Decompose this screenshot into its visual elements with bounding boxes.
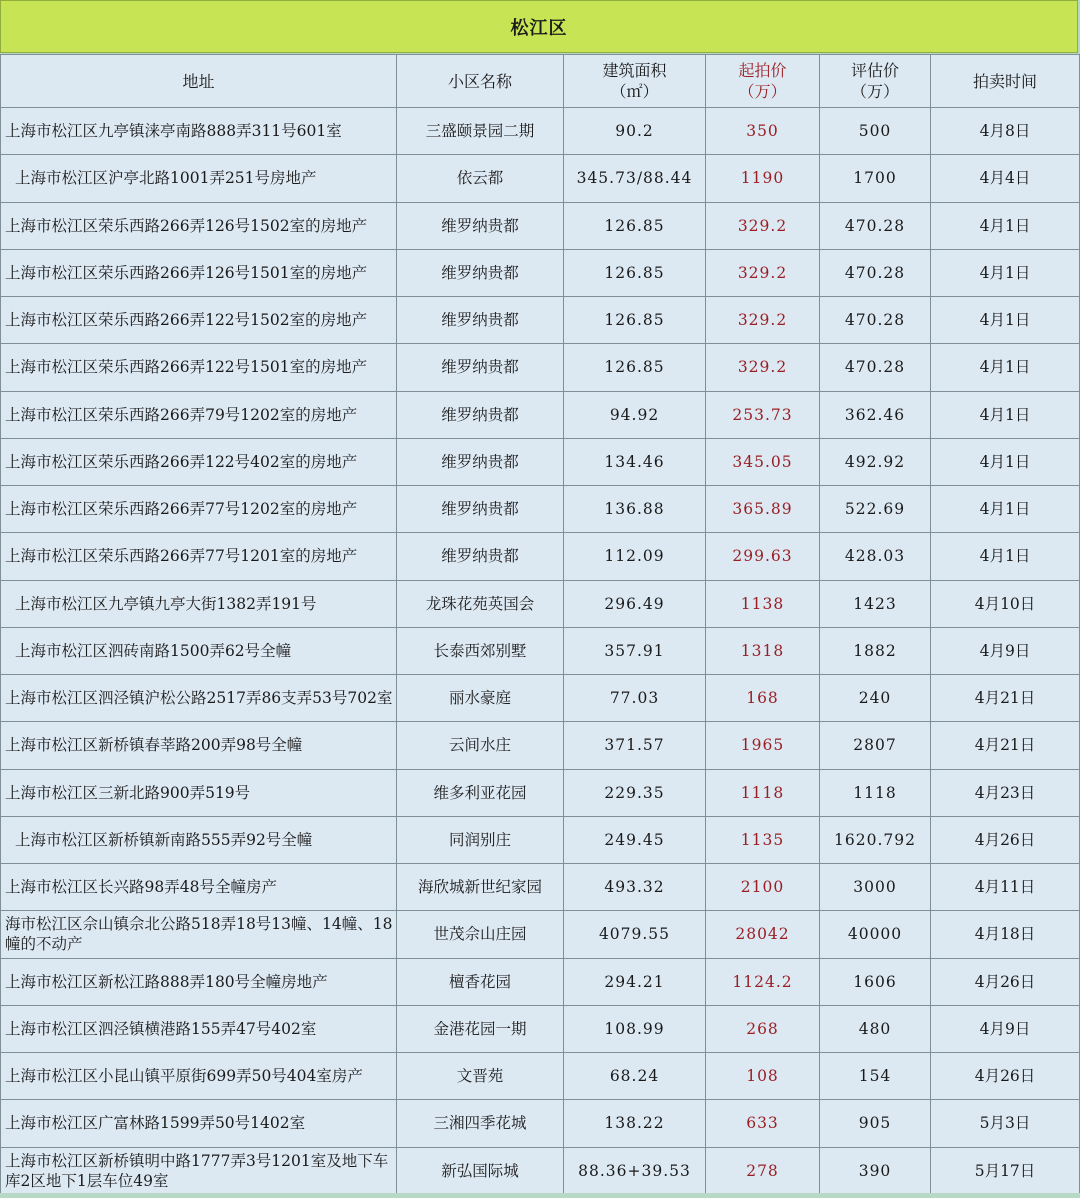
cell-date: 4月1日 bbox=[931, 438, 1080, 485]
cell-area: 126.85 bbox=[564, 297, 706, 344]
cell-date: 4月10日 bbox=[931, 580, 1080, 627]
cell-eval-price: 1423 bbox=[820, 580, 931, 627]
cell-date: 4月26日 bbox=[931, 816, 1080, 863]
table-row bbox=[1, 911, 1080, 958]
cell-address: 上海市松江区荣乐西路266弄122号1501室的房地产 bbox=[1, 344, 397, 391]
cell-start-price: 350 bbox=[706, 108, 820, 155]
cell-eval-price: 2807 bbox=[820, 722, 931, 769]
cell-date: 5月3日 bbox=[931, 1100, 1080, 1147]
header-start-line1: 起拍价 bbox=[738, 61, 787, 80]
cell-start-price: 168 bbox=[706, 675, 820, 722]
cell-eval-price: 1118 bbox=[820, 769, 931, 816]
cell-community: 维罗纳贵都 bbox=[397, 438, 564, 485]
cell-address: 上海市松江区荣乐西路266弄77号1202室的房地产 bbox=[1, 486, 397, 533]
cell-date: 4月21日 bbox=[931, 722, 1080, 769]
table-row bbox=[1, 675, 1080, 722]
cell-date: 4月9日 bbox=[931, 627, 1080, 674]
cell-start-price: 365.89 bbox=[706, 486, 820, 533]
cell-community: 长泰西郊别墅 bbox=[397, 627, 564, 674]
cell-eval-price: 470.28 bbox=[820, 344, 931, 391]
header-start-price bbox=[706, 55, 820, 108]
cell-community: 维罗纳贵都 bbox=[397, 391, 564, 438]
cell-date: 4月8日 bbox=[931, 108, 1080, 155]
cell-date: 5月17日 bbox=[931, 1147, 1080, 1194]
cell-eval-price: 1700 bbox=[820, 155, 931, 202]
table-row bbox=[1, 297, 1080, 344]
cell-start-price: 1124.2 bbox=[706, 958, 820, 1005]
cell-address: 上海市松江区荣乐西路266弄122号1502室的房地产 bbox=[1, 297, 397, 344]
cell-start-price: 1318 bbox=[706, 627, 820, 674]
header-date: 拍卖时间 bbox=[931, 55, 1080, 108]
cell-address: 上海市松江区荣乐西路266弄122号402室的房地产 bbox=[1, 438, 397, 485]
cell-area: 112.09 bbox=[564, 533, 706, 580]
cell-community: 新弘国际城 bbox=[397, 1147, 564, 1194]
cell-address: 上海市松江区泗泾镇沪松公路2517弄86支弄53号702室 bbox=[1, 675, 397, 722]
table-row bbox=[1, 249, 1080, 296]
cell-community: 同润别庄 bbox=[397, 816, 564, 863]
cell-date: 4月11日 bbox=[931, 864, 1080, 911]
cell-eval-price: 390 bbox=[820, 1147, 931, 1194]
cell-eval-price: 1620.792 bbox=[820, 816, 931, 863]
cell-address: 上海市松江区荣乐西路266弄77号1201室的房地产 bbox=[1, 533, 397, 580]
cell-start-price: 1965 bbox=[706, 722, 820, 769]
cell-start-price: 329.2 bbox=[706, 202, 820, 249]
cell-address: 上海市松江区新桥镇明中路1777弄3号1201室及地下车库2区地下1层车位49室 bbox=[1, 1147, 397, 1194]
table-row bbox=[1, 486, 1080, 533]
cell-start-price: 28042 bbox=[706, 911, 820, 958]
cell-address: 上海市松江区新桥镇新南路555弄92号全幢 bbox=[1, 816, 397, 863]
cell-start-price: 329.2 bbox=[706, 344, 820, 391]
cell-area: 126.85 bbox=[564, 202, 706, 249]
cell-community: 世茂佘山庄园 bbox=[397, 911, 564, 958]
table-row bbox=[1, 627, 1080, 674]
cell-address: 海市松江区佘山镇佘北公路518弄18号13幢、14幢、18幢的不动产 bbox=[1, 911, 397, 958]
cell-community: 檀香花园 bbox=[397, 958, 564, 1005]
cell-community: 维罗纳贵都 bbox=[397, 486, 564, 533]
cell-eval-price: 40000 bbox=[820, 911, 931, 958]
cell-area: 136.88 bbox=[564, 486, 706, 533]
cell-address: 上海市松江区长兴路98弄48号全幢房产 bbox=[1, 864, 397, 911]
cell-date: 4月1日 bbox=[931, 297, 1080, 344]
cell-start-price: 1118 bbox=[706, 769, 820, 816]
table-row bbox=[1, 1100, 1080, 1147]
header-row bbox=[1, 55, 1080, 108]
table-row bbox=[1, 155, 1080, 202]
table-row bbox=[1, 391, 1080, 438]
cell-date: 4月26日 bbox=[931, 958, 1080, 1005]
cell-start-price: 633 bbox=[706, 1100, 820, 1147]
cell-community: 金港花园一期 bbox=[397, 1005, 564, 1052]
cell-area: 249.45 bbox=[564, 816, 706, 863]
cell-community: 云间水庄 bbox=[397, 722, 564, 769]
table-row bbox=[1, 580, 1080, 627]
header-eval-price bbox=[820, 55, 931, 108]
cell-address: 上海市松江区泗泾镇横港路155弄47号402室 bbox=[1, 1005, 397, 1052]
cell-area: 357.91 bbox=[564, 627, 706, 674]
cell-area: 68.24 bbox=[564, 1053, 706, 1100]
cell-address: 上海市松江区小昆山镇平原街699弄50号404室房产 bbox=[1, 1053, 397, 1100]
cell-eval-price: 154 bbox=[820, 1053, 931, 1100]
cell-area: 229.35 bbox=[564, 769, 706, 816]
cell-community: 维罗纳贵都 bbox=[397, 344, 564, 391]
cell-eval-price: 470.28 bbox=[820, 297, 931, 344]
cell-community: 维罗纳贵都 bbox=[397, 297, 564, 344]
table-row bbox=[1, 108, 1080, 155]
table-row bbox=[1, 1005, 1080, 1052]
footer-strip bbox=[0, 1193, 1080, 1198]
table-row bbox=[1, 533, 1080, 580]
cell-community: 丽水豪庭 bbox=[397, 675, 564, 722]
table-row bbox=[1, 1053, 1080, 1100]
cell-area: 493.32 bbox=[564, 864, 706, 911]
cell-start-price: 278 bbox=[706, 1147, 820, 1194]
cell-start-price: 108 bbox=[706, 1053, 820, 1100]
cell-address: 上海市松江区荣乐西路266弄126号1502室的房地产 bbox=[1, 202, 397, 249]
cell-address: 上海市松江区沪亭北路1001弄251号房地产 bbox=[1, 155, 397, 202]
cell-eval-price: 1606 bbox=[820, 958, 931, 1005]
cell-date: 4月26日 bbox=[931, 1053, 1080, 1100]
cell-address: 上海市松江区九亭镇九亭大街1382弄191号 bbox=[1, 580, 397, 627]
cell-date: 4月4日 bbox=[931, 155, 1080, 202]
district-title: 松江区 bbox=[0, 0, 1078, 53]
cell-date: 4月9日 bbox=[931, 1005, 1080, 1052]
cell-eval-price: 470.28 bbox=[820, 249, 931, 296]
cell-start-price: 2100 bbox=[706, 864, 820, 911]
cell-area: 126.85 bbox=[564, 344, 706, 391]
cell-address: 上海市松江区广富林路1599弄50号1402室 bbox=[1, 1100, 397, 1147]
cell-area: 126.85 bbox=[564, 249, 706, 296]
cell-date: 4月1日 bbox=[931, 533, 1080, 580]
header-community: 小区名称 bbox=[397, 55, 564, 108]
cell-address: 上海市松江区新松江路888弄180号全幢房地产 bbox=[1, 958, 397, 1005]
cell-eval-price: 240 bbox=[820, 675, 931, 722]
cell-date: 4月21日 bbox=[931, 675, 1080, 722]
cell-community: 三盛颐景园二期 bbox=[397, 108, 564, 155]
cell-eval-price: 362.46 bbox=[820, 391, 931, 438]
cell-start-price: 329.2 bbox=[706, 249, 820, 296]
cell-area: 134.46 bbox=[564, 438, 706, 485]
cell-address: 上海市松江区三新北路900弄519号 bbox=[1, 769, 397, 816]
cell-date: 4月1日 bbox=[931, 344, 1080, 391]
cell-community: 龙珠花苑英国会 bbox=[397, 580, 564, 627]
cell-eval-price: 905 bbox=[820, 1100, 931, 1147]
cell-eval-price: 470.28 bbox=[820, 202, 931, 249]
cell-area: 77.03 bbox=[564, 675, 706, 722]
table-row bbox=[1, 1147, 1080, 1194]
cell-start-price: 1138 bbox=[706, 580, 820, 627]
header-area-line2: （㎡） bbox=[610, 82, 659, 101]
cell-eval-price: 428.03 bbox=[820, 533, 931, 580]
cell-area: 88.36+39.53 bbox=[564, 1147, 706, 1194]
cell-address: 上海市松江区新桥镇春莘路200弄98号全幢 bbox=[1, 722, 397, 769]
cell-address: 上海市松江区九亭镇涞亭南路888弄311号601室 bbox=[1, 108, 397, 155]
cell-start-price: 268 bbox=[706, 1005, 820, 1052]
cell-date: 4月1日 bbox=[931, 486, 1080, 533]
cell-community: 文晋苑 bbox=[397, 1053, 564, 1100]
header-eval-line1: 评估价 bbox=[850, 61, 899, 80]
table-row bbox=[1, 769, 1080, 816]
cell-start-price: 253.73 bbox=[706, 391, 820, 438]
header-address: 地址 bbox=[1, 55, 397, 108]
cell-area: 94.92 bbox=[564, 391, 706, 438]
cell-community: 维罗纳贵都 bbox=[397, 249, 564, 296]
cell-community: 维多利亚花园 bbox=[397, 769, 564, 816]
cell-date: 4月23日 bbox=[931, 769, 1080, 816]
table-body bbox=[1, 108, 1080, 1195]
cell-community: 依云都 bbox=[397, 155, 564, 202]
table-row bbox=[1, 344, 1080, 391]
header-eval-line2: （万） bbox=[850, 82, 899, 101]
cell-start-price: 1190 bbox=[706, 155, 820, 202]
cell-eval-price: 492.92 bbox=[820, 438, 931, 485]
auction-table bbox=[0, 54, 1080, 1195]
header-area bbox=[564, 55, 706, 108]
cell-community: 维罗纳贵都 bbox=[397, 202, 564, 249]
cell-community: 海欣城新世纪家园 bbox=[397, 864, 564, 911]
cell-address: 上海市松江区荣乐西路266弄79号1202室的房地产 bbox=[1, 391, 397, 438]
cell-community: 三湘四季花城 bbox=[397, 1100, 564, 1147]
table-row bbox=[1, 202, 1080, 249]
cell-address: 上海市松江区荣乐西路266弄126号1501室的房地产 bbox=[1, 249, 397, 296]
cell-area: 90.2 bbox=[564, 108, 706, 155]
cell-area: 138.22 bbox=[564, 1100, 706, 1147]
cell-start-price: 1135 bbox=[706, 816, 820, 863]
cell-area: 108.99 bbox=[564, 1005, 706, 1052]
cell-area: 296.49 bbox=[564, 580, 706, 627]
cell-area: 4079.55 bbox=[564, 911, 706, 958]
cell-start-price: 299.63 bbox=[706, 533, 820, 580]
cell-date: 4月1日 bbox=[931, 202, 1080, 249]
cell-area: 294.21 bbox=[564, 958, 706, 1005]
cell-eval-price: 522.69 bbox=[820, 486, 931, 533]
cell-start-price: 345.05 bbox=[706, 438, 820, 485]
cell-date: 4月1日 bbox=[931, 391, 1080, 438]
table-row bbox=[1, 958, 1080, 1005]
table-row bbox=[1, 816, 1080, 863]
cell-date: 4月18日 bbox=[931, 911, 1080, 958]
header-start-line2: （万） bbox=[738, 82, 787, 101]
cell-eval-price: 500 bbox=[820, 108, 931, 155]
cell-eval-price: 480 bbox=[820, 1005, 931, 1052]
cell-eval-price: 3000 bbox=[820, 864, 931, 911]
table-row bbox=[1, 722, 1080, 769]
cell-community: 维罗纳贵都 bbox=[397, 533, 564, 580]
table-row bbox=[1, 864, 1080, 911]
header-area-line1: 建筑面积 bbox=[602, 61, 667, 80]
cell-eval-price: 1882 bbox=[820, 627, 931, 674]
cell-start-price: 329.2 bbox=[706, 297, 820, 344]
table-row bbox=[1, 438, 1080, 485]
cell-date: 4月1日 bbox=[931, 249, 1080, 296]
cell-address: 上海市松江区泗砖南路1500弄62号全幢 bbox=[1, 627, 397, 674]
cell-area: 371.57 bbox=[564, 722, 706, 769]
cell-area: 345.73/88.44 bbox=[564, 155, 706, 202]
